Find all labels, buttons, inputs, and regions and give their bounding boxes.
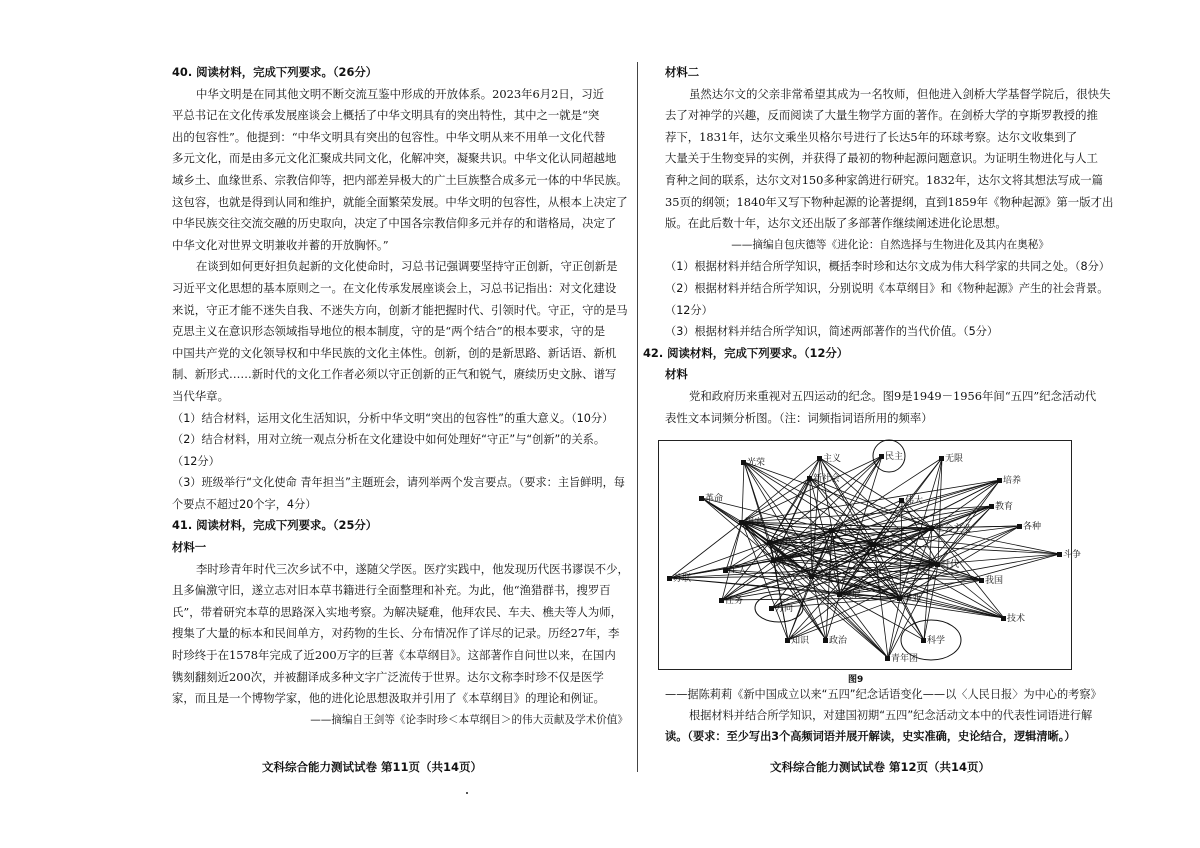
text-line: 多元文化，而是由多元文化汇聚成共同文化，化解冲突，凝聚共识。中华文化认同超越地 [172, 151, 617, 166]
network-node [897, 591, 921, 604]
network-node [739, 515, 763, 528]
footer-page-11: 文科综合能力测试试卷 第11页（共14页） [262, 760, 483, 774]
network-node [1057, 547, 1081, 560]
question-40-1: （1）结合材料，运用文化生活知识，分析中华文明“突出的包容性”的重大意义。（10分） [172, 411, 614, 425]
node-marker [719, 598, 724, 603]
network-node [667, 571, 691, 584]
left-column [172, 62, 632, 731]
text-line: 当代华章。 [172, 388, 229, 403]
text-line: 中国共产党的文化领导权和中华民族的文化主体性。创新，创的是新思路、新话语、新机 [172, 345, 617, 360]
node-marker [771, 558, 776, 563]
network-node [719, 593, 743, 606]
node-label: 我国 [985, 576, 1004, 586]
node-label: 国家 [745, 518, 764, 528]
node-label: 教育 [995, 502, 1014, 512]
text-line: 去了对神学的兴趣，反而阅读了大量生物学方面的著作。在剑桥大学的亨斯罗教授的推 [665, 108, 1098, 123]
node-marker [935, 562, 940, 567]
node-marker [829, 528, 834, 533]
node-marker [767, 540, 772, 545]
network-node [723, 563, 747, 576]
node-label: 新社会 [813, 474, 841, 484]
node-label: 发展 [843, 590, 862, 600]
node-marker [871, 542, 876, 547]
text-line: 35页的纲领；1840年又写下物种起源的论著提纲，直到1859年《物种起源》第一版才出 [665, 194, 1114, 209]
node-marker [997, 478, 1002, 483]
right-column [643, 62, 1114, 429]
node-label: 斗争 [1063, 550, 1082, 560]
source-citation-3: ——据陈莉莉《新中国成立以来“五四”纪念话语变化——以〈人民日报〉为中心的考察》 [665, 688, 1102, 701]
node-marker [1017, 524, 1022, 529]
text-line: 且多偏激守旧，遂立志对旧本草书籍进行全面整理和补充。为此，他“渔猎群书，搜罗百 [172, 583, 611, 598]
node-marker [939, 456, 944, 461]
node-marker [667, 576, 672, 581]
network-node [939, 451, 963, 464]
node-label: 主义 [823, 454, 842, 464]
text-line: 党和政府历来重视对五四运动的纪念。图9是1949－1956年间“五四”纪念活动代 [689, 388, 1097, 403]
network-node [807, 471, 840, 484]
network-node [823, 633, 847, 646]
node-label: 政治 [829, 636, 848, 646]
text-line: 中华民族交往交流交融的历史取向，决定了中国各宗教信仰多元并存的和谐格局，决定了 [172, 216, 617, 231]
network-node [1017, 519, 1041, 532]
node-label: 工人 [729, 566, 748, 576]
node-label: 社会主义 [935, 524, 972, 534]
text-line: 家，而且是一个博物学家，他的进化论思想汲取并引用了《本草纲目》的理论和例证。 [172, 691, 605, 706]
scan-speck [466, 792, 468, 794]
source-citation-1: ——摘编自王剑等《论李时珍＜本草纲目＞的伟大贡献及学术价值》 [310, 713, 628, 726]
material-paragraph-2 [172, 256, 632, 407]
material-paragraph-3 [172, 559, 632, 710]
network-node [879, 449, 903, 462]
text-line: 中华文化对世界文明兼收并蓄的开放胸怀。” [172, 237, 389, 252]
node-marker [979, 578, 984, 583]
network-node [935, 557, 959, 570]
node-label: 培养 [1003, 476, 1022, 486]
text-line: 表性文本词频分析图。（注：词频指词语所用的频率） [665, 410, 933, 425]
network-node [809, 569, 833, 582]
question-40-3: （3）班级举行“文化使命 青年担当”主题班会，请列举两个发言要点。（要求：主旨鲜明，每 [172, 476, 625, 490]
node-marker [739, 520, 744, 525]
question-42-tail [665, 684, 1102, 747]
node-label: 事业 [903, 594, 922, 604]
text-line: 域乡土、血缘世系、宗教信仰等，把内部差异极大的广土巨族整合成多元一体的中华民族。 [172, 172, 628, 187]
network-node [929, 521, 971, 534]
node-label: 青年 [877, 540, 896, 550]
node-marker [897, 596, 902, 601]
text-line: 虽然达尔文的父亲非常希望其成为一名牧师，但他进入剑桥大学基督学院后，很快失 [689, 86, 1111, 101]
network-node [997, 473, 1021, 486]
network-node [771, 553, 795, 566]
text-line: 制、新形式……新时代的文化工作者必须以守正创新的正气和锐气，赓续历史文脉、谱写 [172, 367, 617, 382]
network-node [699, 491, 723, 504]
node-marker [1057, 552, 1062, 557]
figure-9-word-network [658, 440, 1082, 670]
text-line: 来说，守正才能不迷失自我、不迷失方向，创新才能把握时代、引领时代。守正，守的是马 [172, 302, 628, 317]
network-node [817, 451, 841, 464]
node-label: 知识 [791, 636, 810, 646]
node-label: 无限 [945, 454, 964, 464]
question-41-heading: 41. 阅读材料，完成下列要求。（25分） [172, 518, 378, 533]
node-marker [929, 526, 934, 531]
question-41-2-score: （12分） [665, 303, 713, 317]
question-41-2: （2）根据材料并结合所学知识，分别说明《本草纲目》和《物种起源》产生的社会背景。 [665, 281, 1109, 295]
footer-page-12: 文科综合能力测试试卷 第12页（共14页） [770, 760, 991, 774]
network-node [785, 633, 809, 646]
network-edge [840, 594, 888, 658]
node-marker [699, 496, 704, 501]
node-marker [769, 606, 774, 611]
node-label: 人类 [777, 556, 796, 566]
network-node [979, 573, 1003, 586]
node-marker [885, 656, 890, 661]
text-line: 镌刻翻刻近200次，并被翻译成多种文字广泛流传于世界。达尔文称李时珍不仅是医学 [172, 669, 604, 684]
column-divider [637, 62, 638, 772]
text-line: 中华文明是在同其他文明不断交流互鉴中形成的开放体系。2023年6月2日，习近 [196, 86, 604, 101]
node-marker [809, 574, 814, 579]
material-title: 材料 [665, 367, 688, 382]
network-node [871, 537, 895, 550]
text-line: 时珍终于在1578年完成了近200万字的巨著《本草纲目》。这部著作自问世以来，在国内 [172, 648, 616, 663]
node-label: 时代 [941, 560, 960, 570]
node-label: 光荣 [747, 458, 766, 468]
node-marker [1001, 616, 1006, 621]
question-40-2: （2）结合材料，用对立统一观点分析在文化建设中如何处理好“守正”与“创新”的关系。 [172, 433, 606, 447]
node-label: 伟大 [905, 496, 924, 506]
node-label: 各种 [1023, 522, 1042, 532]
network-node [921, 633, 945, 646]
node-marker [879, 454, 884, 459]
node-marker [741, 460, 746, 465]
node-label: 苏联 [673, 574, 692, 584]
material-paragraph-1 [172, 84, 632, 257]
node-marker [837, 592, 842, 597]
text-line: 习近平文化思想的基本原则之一。在文化传承发展座谈会上，习总书记指出：对文化建设 [172, 280, 617, 295]
text-line: 这包容，也就是得到认同和维护，就能全面繁荣发展。中华文明的包容性，从根本上决定了 [172, 194, 628, 209]
network-node [899, 493, 923, 506]
node-marker [989, 504, 994, 509]
network-node [829, 523, 853, 536]
text-line: 出的包容性”。他提到：“中华文明具有突出的包容性。中华文明从来不用单一文化代替 [172, 129, 606, 144]
node-label: 人民 [835, 526, 854, 536]
network-edge [742, 462, 744, 522]
source-citation-2: ——摘编自包庆德等《进化论：自然选择与生物进化及其内在奥秘》 [731, 238, 1049, 251]
material-1-title: 材料一 [172, 540, 207, 555]
node-label: 民主 [885, 452, 904, 462]
network-node [769, 601, 793, 614]
node-label: 革命 [705, 494, 724, 504]
material-paragraph-4 [665, 84, 1114, 235]
node-marker [823, 638, 828, 643]
node-label: 科学 [927, 636, 946, 646]
node-label: 力量 [815, 572, 834, 582]
node-label: 任务 [725, 596, 744, 606]
node-label: 技术 [1007, 614, 1026, 624]
text-line: 版。在此后数十年，达尔文还出版了多部著作继续阐述进化论思想。 [665, 216, 1007, 231]
network-node [837, 587, 861, 600]
node-marker [807, 476, 812, 481]
question-41-3: （3）根据材料并结合所学知识，简述两部著作的当代价值。（5分） [665, 325, 999, 339]
figure-9-caption: 图9 [848, 675, 864, 685]
node-marker [899, 498, 904, 503]
text-line: 搜集了大量的标本和民间单方，对药物的生长、分布情况作了详尽的记录。历经27年，李 [172, 626, 620, 641]
node-marker [785, 638, 790, 643]
question-42-heading: 42. 阅读材料，完成下列要求。（12分） [643, 345, 849, 360]
text-line: 平总书记在文化传承发展座谈会上概括了中华文明具有的突出特性，其中之一就是“突 [172, 108, 600, 123]
text-line: 克思主义在意识形态领域指导地位的根本制度，守的是“两个结合”的根本要求，守的是 [172, 324, 606, 339]
question-41-1: （1）根据材料并结合所学知识，概括李时珍和达尔文成为伟大科学家的共同之处。（8分） [665, 260, 1110, 274]
node-marker [921, 638, 926, 643]
text-line: 李时珍青年时代三次乡试不中，遂随父学医。医疗实践中，他发现历代医书谬误不少， [196, 561, 629, 576]
text-line: 读。（要求：至少写出3个高频词语并展开解读，史实准确，史论结合，逻辑清晰。） [665, 730, 1076, 743]
node-marker [723, 568, 728, 573]
text-line: 氏”，带着研究本草的思路深入实地考察。为解决疑难，他拜农民、车夫、樵夫等人为师， [172, 604, 623, 619]
text-line: 大量关于生物变异的实例，并获得了最初的物种起源问题意识。为证明生物进化与人工 [665, 151, 1098, 166]
node-marker [817, 456, 822, 461]
text-line: 根据材料并结合所学知识，对建国初期“五四”纪念活动文本中的代表性词语进行解 [689, 709, 1093, 722]
node-label: 青年团 [891, 654, 919, 664]
text-line: 育种之间的联系，达尔文对150多种家鸽进行研究。1832年，达尔文将其想法写成一篇 [665, 172, 1104, 187]
question-40-3-cont: 个要点不超过20个字，4分） [172, 497, 317, 511]
question-40-2-score: （12分） [172, 454, 220, 468]
network-node [741, 455, 765, 468]
text-line: 荐下，1831年，达尔文乘坐贝格尔号进行了长达5年的环球考察。达尔文收集到了 [665, 129, 1078, 144]
network-node [989, 499, 1013, 512]
question-40-heading: 40. 阅读材料，完成下列要求。（26分） [172, 65, 378, 79]
node-label: 中国 [773, 538, 792, 548]
network-node [885, 651, 918, 664]
material-2-title: 材料二 [665, 65, 700, 79]
network-node [767, 535, 791, 548]
node-label: 方向 [775, 604, 794, 614]
network-node [1001, 611, 1025, 624]
text-line: 在谈到如何更好担负起新的文化使命时，习总书记强调要坚持守正创新，守正创新是 [196, 259, 618, 274]
